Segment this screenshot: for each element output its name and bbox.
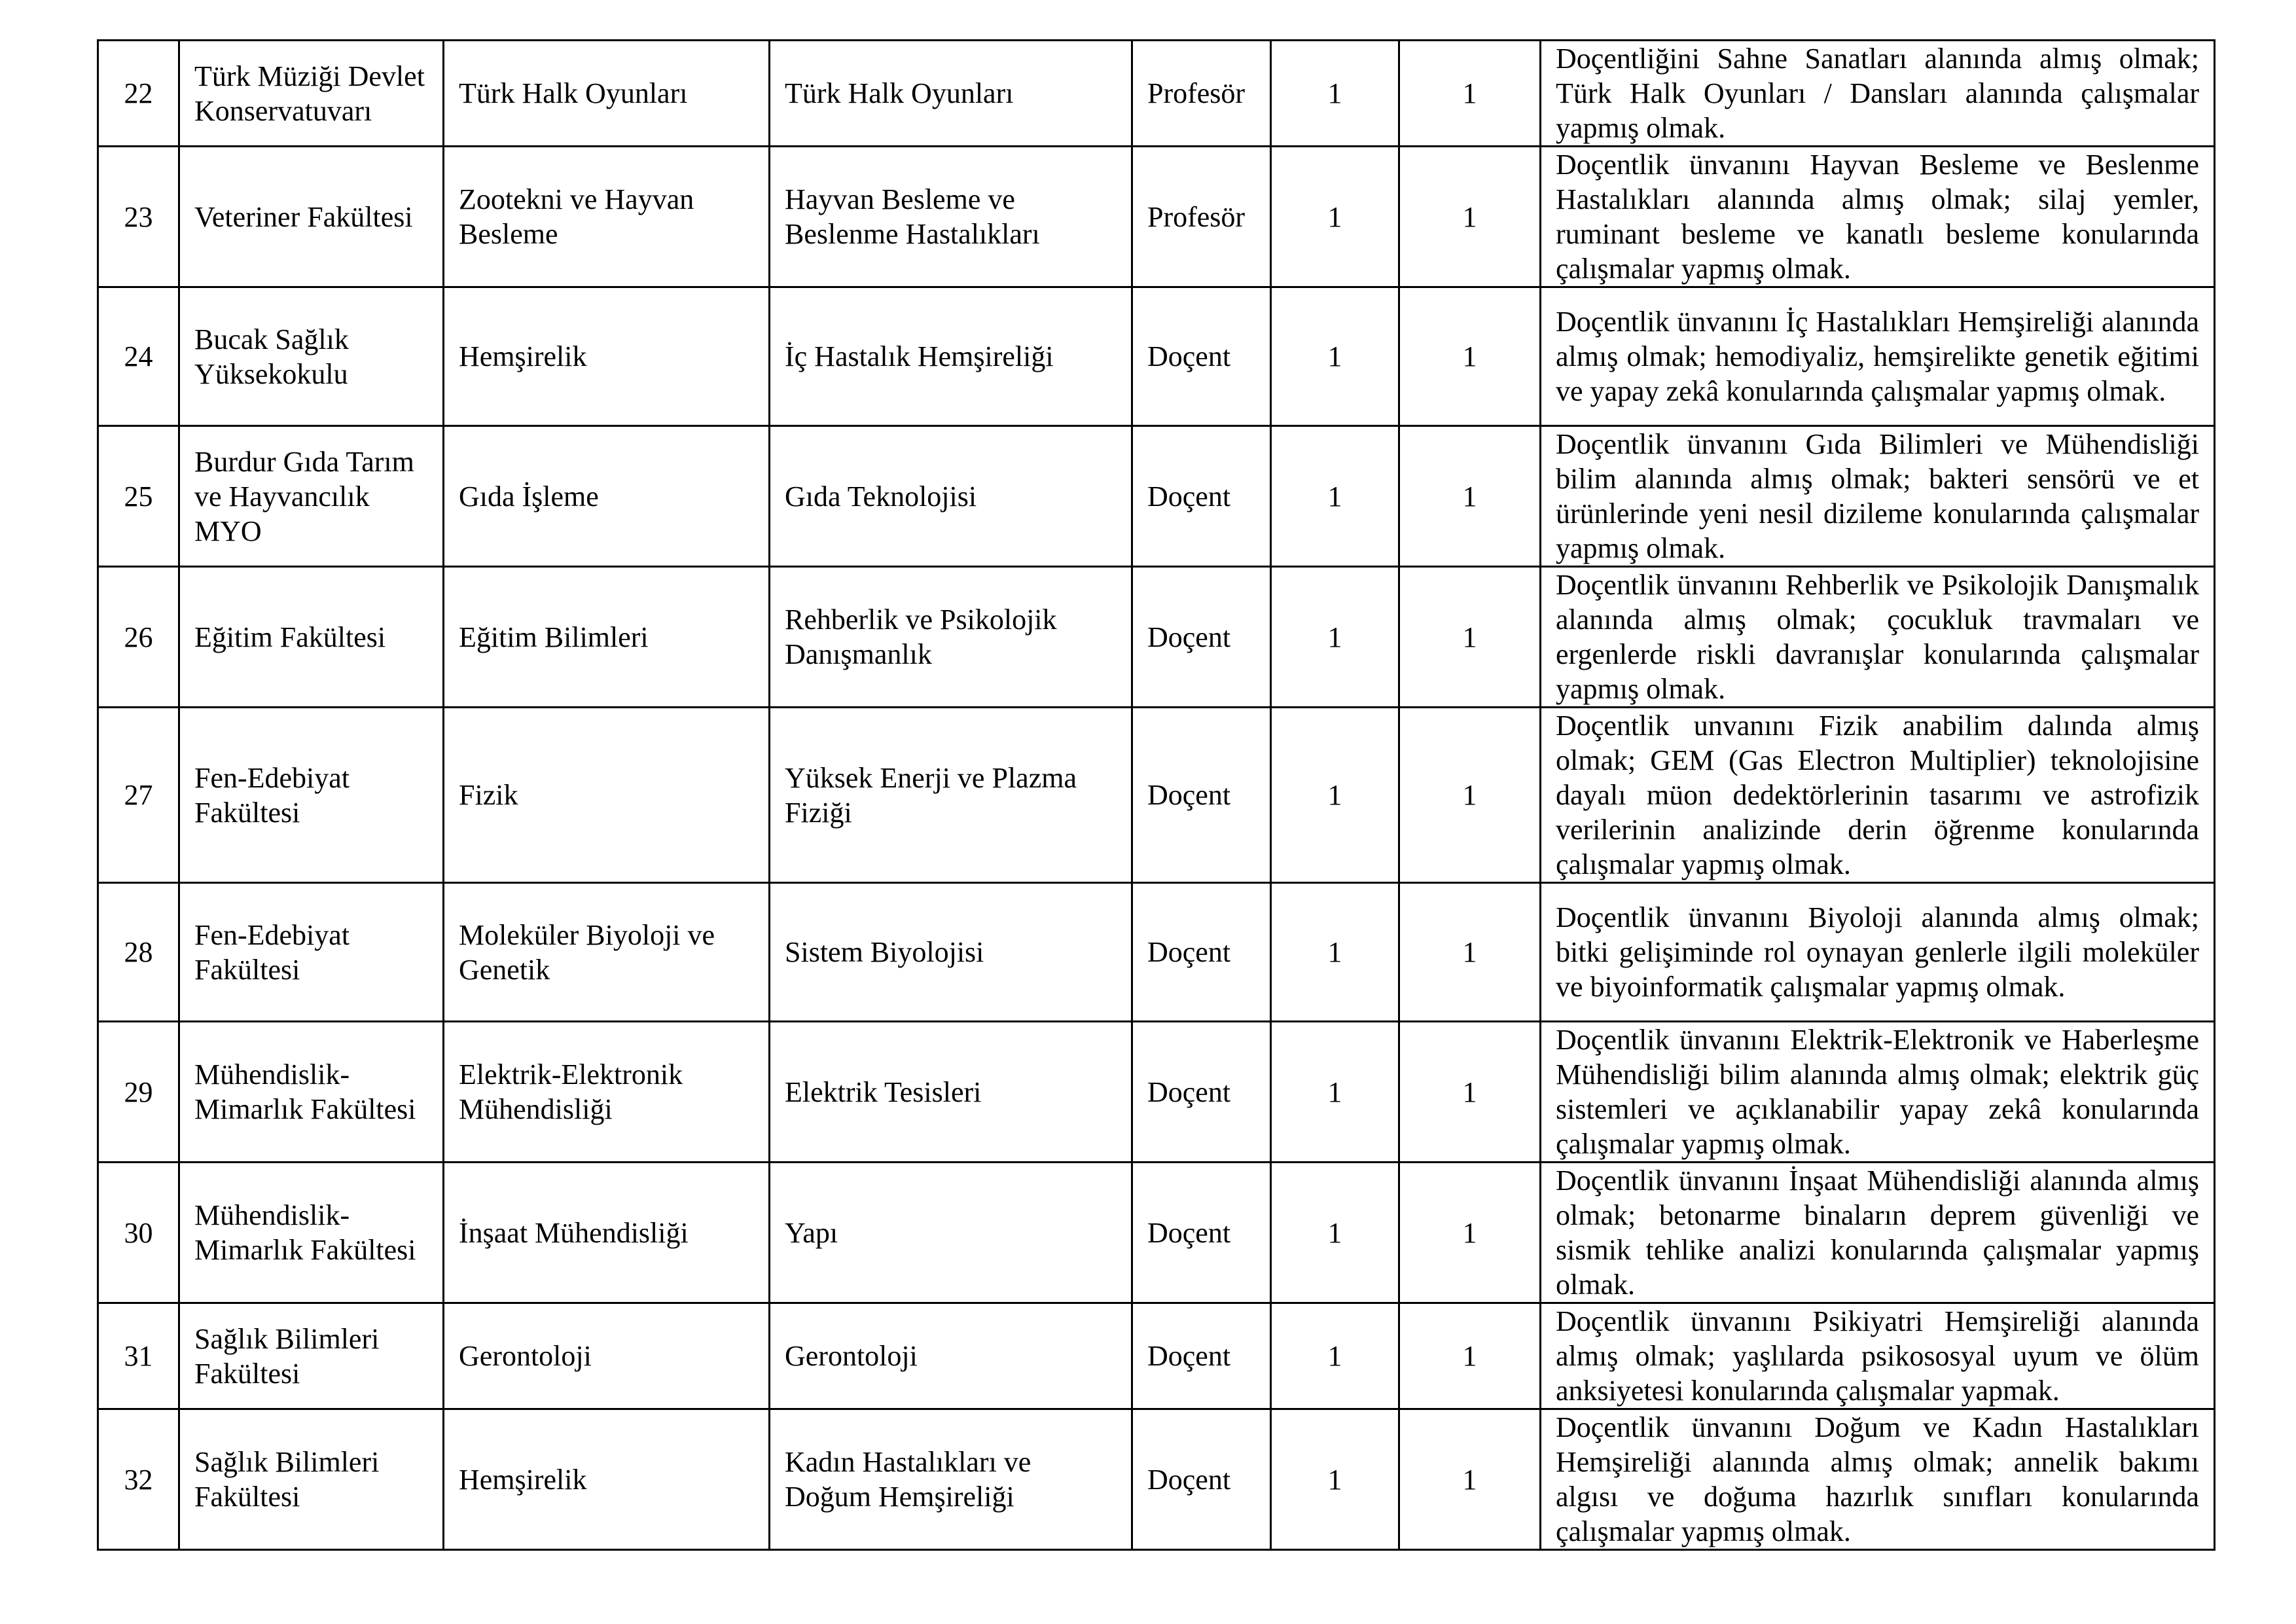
degree-cell: 1 (1271, 883, 1399, 1022)
title-cell: Doçent (1132, 287, 1271, 426)
row-number-cell: 32 (98, 1409, 179, 1550)
field-cell: Elektrik Tesisleri (770, 1022, 1132, 1163)
count-cell: 1 (1399, 41, 1541, 147)
title-cell: Profesör (1132, 147, 1271, 287)
department-cell: Gerontoloji (444, 1303, 770, 1409)
row-number-cell: 29 (98, 1022, 179, 1163)
department-cell: Türk Halk Oyunları (444, 41, 770, 147)
field-cell: Gerontoloji (770, 1303, 1132, 1409)
row-number-cell: 31 (98, 1303, 179, 1409)
department-cell: Fizik (444, 708, 770, 883)
title-cell: Doçent (1132, 426, 1271, 567)
count-cell: 1 (1399, 883, 1541, 1022)
unit-cell: Fen-Edebiyat Fakültesi (179, 708, 444, 883)
requirements-cell: Doçentlik ünvanını Elektrik-Elektronik ve Haberleşme Mühendisliği bilim alanında almış olmak; elektrik güç sistemleri ve açıklanabilir yapay zekâ konularında çalışmalar yapmış olmak. (1541, 1022, 2215, 1163)
count-cell: 1 (1399, 1022, 1541, 1163)
title-cell: Doçent (1132, 1409, 1271, 1550)
table-row (98, 883, 2215, 1022)
table-row (98, 1409, 2215, 1550)
row-number-cell: 24 (98, 287, 179, 426)
field-cell: Yapı (770, 1163, 1132, 1303)
department-cell: Gıda İşleme (444, 426, 770, 567)
table-row (98, 567, 2215, 708)
requirements-cell: Doçentlik ünvanını İnşaat Mühendisliği alanında almış olmak; betonarme binaların deprem güvenliği ve sismik tehlike analizi konularında çalışmalar yapmış olmak. (1541, 1163, 2215, 1303)
requirements-cell: Doçentlik ünvanını Psikiyatri Hemşireliği alanında almış olmak; yaşlılarda psikososyal uyum ve ölüm anksiyetesi konularında çalışmalar yapmak. (1541, 1303, 2215, 1409)
table-body (98, 41, 2215, 1550)
field-cell: Rehberlik ve Psikolojik Danışmanlık (770, 567, 1132, 708)
table-row (98, 147, 2215, 287)
department-cell: Moleküler Biyoloji ve Genetik (444, 883, 770, 1022)
count-cell: 1 (1399, 426, 1541, 567)
table-row (98, 41, 2215, 147)
degree-cell: 1 (1271, 1163, 1399, 1303)
degree-cell: 1 (1271, 567, 1399, 708)
row-number-cell: 22 (98, 41, 179, 147)
unit-cell: Sağlık Bilimleri Fakültesi (179, 1303, 444, 1409)
title-cell: Doçent (1132, 1303, 1271, 1409)
requirements-cell: Doçentlik ünvanını Hayvan Besleme ve Beslenme Hastalıkları alanında almış olmak; silaj yemler, ruminant besleme ve kanatlı besleme konularında çalışmalar yapmış olmak. (1541, 147, 2215, 287)
unit-cell: Sağlık Bilimleri Fakültesi (179, 1409, 444, 1550)
title-cell: Profesör (1132, 41, 1271, 147)
field-cell: Türk Halk Oyunları (770, 41, 1132, 147)
title-cell: Doçent (1132, 708, 1271, 883)
row-number-cell: 30 (98, 1163, 179, 1303)
requirements-cell: Doçentlik ünvanını Rehberlik ve Psikolojik Danışmalık alanında almış olmak; çocukluk travmaları ve ergenlerde riskli davranışlar konularında çalışmalar yapmış olmak. (1541, 567, 2215, 708)
row-number-cell: 27 (98, 708, 179, 883)
title-cell: Doçent (1132, 1163, 1271, 1303)
field-cell: Kadın Hastalıkları ve Doğum Hemşireliği (770, 1409, 1132, 1550)
department-cell: Hemşirelik (444, 287, 770, 426)
count-cell: 1 (1399, 1163, 1541, 1303)
degree-cell: 1 (1271, 287, 1399, 426)
title-cell: Doçent (1132, 883, 1271, 1022)
table-row (98, 287, 2215, 426)
field-cell: İç Hastalık Hemşireliği (770, 287, 1132, 426)
requirements-cell: Doçentlik unvanını Fizik anabilim dalında almış olmak; GEM (Gas Electron Multiplier) teknolojisine dayalı müon dedektörlerinin tasarımı ve astrofizik verilerinin analizinde derin öğrenme konularında çalışmalar yapmış olmak. (1541, 708, 2215, 883)
field-cell: Hayvan Besleme ve Beslenme Hastalıkları (770, 147, 1132, 287)
requirements-cell: Doçentliğini Sahne Sanatları alanında almış olmak; Türk Halk Oyunları / Dansları alanında çalışmalar yapmış olmak. (1541, 41, 2215, 147)
title-cell: Doçent (1132, 1022, 1271, 1163)
count-cell: 1 (1399, 708, 1541, 883)
department-cell: Hemşirelik (444, 1409, 770, 1550)
unit-cell: Mühendislik-Mimarlık Fakültesi (179, 1022, 444, 1163)
degree-cell: 1 (1271, 1303, 1399, 1409)
count-cell: 1 (1399, 1409, 1541, 1550)
requirements-cell: Doçentlik ünvanını Biyoloji alanında almış olmak; bitki gelişiminde rol oynayan genlerle ilgili moleküler ve biyoinformatik çalışmalar yapmış olmak. (1541, 883, 2215, 1022)
field-cell: Yüksek Enerji ve Plazma Fiziği (770, 708, 1132, 883)
degree-cell: 1 (1271, 1022, 1399, 1163)
table-row (98, 426, 2215, 567)
unit-cell: Mühendislik-Mimarlık Fakültesi (179, 1163, 444, 1303)
field-cell: Sistem Biyolojisi (770, 883, 1132, 1022)
department-cell: Elektrik-Elektronik Mühendisliği (444, 1022, 770, 1163)
row-number-cell: 25 (98, 426, 179, 567)
count-cell: 1 (1399, 1303, 1541, 1409)
title-cell: Doçent (1132, 567, 1271, 708)
row-number-cell: 26 (98, 567, 179, 708)
table-row (98, 1022, 2215, 1163)
degree-cell: 1 (1271, 426, 1399, 567)
unit-cell: Bucak Sağlık Yüksekokulu (179, 287, 444, 426)
table-row (98, 1163, 2215, 1303)
count-cell: 1 (1399, 567, 1541, 708)
unit-cell: Burdur Gıda Tarım ve Hayvancılık MYO (179, 426, 444, 567)
field-cell: Gıda Teknolojisi (770, 426, 1132, 567)
table-row (98, 1303, 2215, 1409)
degree-cell: 1 (1271, 708, 1399, 883)
positions-table (97, 39, 2215, 1551)
degree-cell: 1 (1271, 147, 1399, 287)
count-cell: 1 (1399, 147, 1541, 287)
table-row (98, 708, 2215, 883)
unit-cell: Fen-Edebiyat Fakültesi (179, 883, 444, 1022)
unit-cell: Türk Müziği Devlet Konservatuvarı (179, 41, 444, 147)
row-number-cell: 23 (98, 147, 179, 287)
department-cell: Eğitim Bilimleri (444, 567, 770, 708)
requirements-cell: Doçentlik ünvanını İç Hastalıkları Hemşireliği alanında almış olmak; hemodiyaliz, hemşirelikte genetik eğitimi ve yapay zekâ konularında çalışmalar yapmış olmak. (1541, 287, 2215, 426)
degree-cell: 1 (1271, 41, 1399, 147)
degree-cell: 1 (1271, 1409, 1399, 1550)
department-cell: Zootekni ve Hayvan Besleme (444, 147, 770, 287)
unit-cell: Eğitim Fakültesi (179, 567, 444, 708)
requirements-cell: Doçentlik ünvanını Gıda Bilimleri ve Mühendisliği bilim alanında almış olmak; bakteri sensörü ve et ürünlerinde yeni nesil dizileme konularında çalışmalar yapmış olmak. (1541, 426, 2215, 567)
row-number-cell: 28 (98, 883, 179, 1022)
department-cell: İnşaat Mühendisliği (444, 1163, 770, 1303)
count-cell: 1 (1399, 287, 1541, 426)
unit-cell: Veteriner Fakültesi (179, 147, 444, 287)
requirements-cell: Doçentlik ünvanını Doğum ve Kadın Hastalıkları Hemşireliği alanında almış olmak; annelik bakımı algısı ve doğuma hazırlık sınıfları konularında çalışmalar yapmış olmak. (1541, 1409, 2215, 1550)
